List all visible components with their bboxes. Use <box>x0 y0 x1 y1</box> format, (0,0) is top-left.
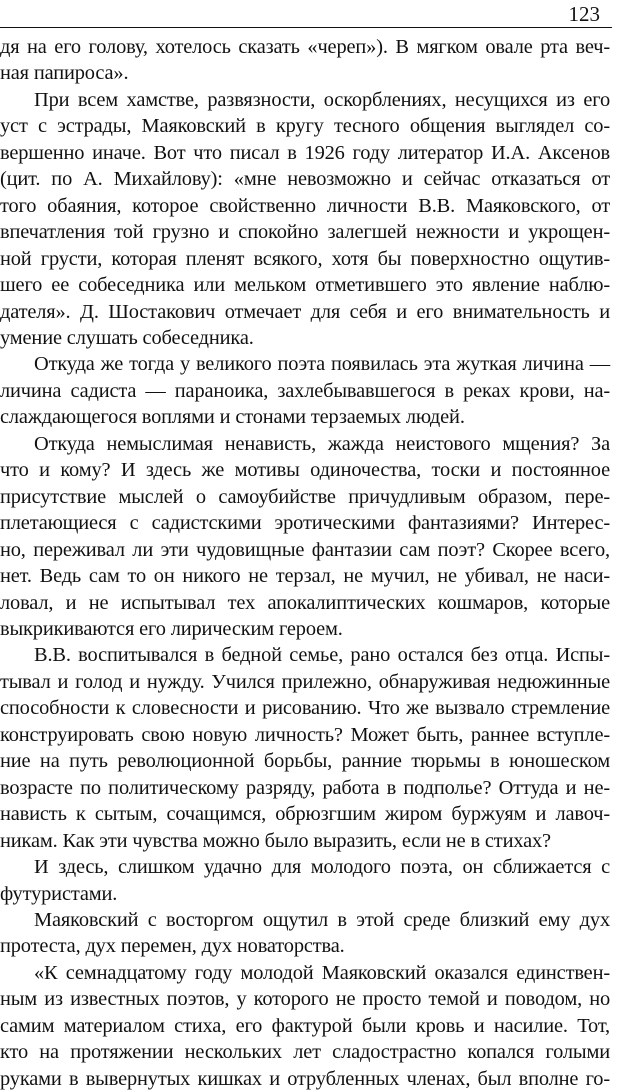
text-line: Откуда же тогда у великого поэта появилась эта жуткая личина — <box>34 353 610 376</box>
paragraph <box>0 907 610 960</box>
text-line: При всем хамстве, развязности, оскорблениях, несущихся из его <box>34 88 610 111</box>
text-line: возрасте по политическому разряду, работа в подполье? Оттуда и не- <box>0 776 610 799</box>
paragraph <box>0 34 610 87</box>
text-line: выкрикиваются его лирическим героем. <box>0 617 343 640</box>
text-line: ной грусти, которая пленят всякого, хотя бы поверхностно ощутив- <box>0 247 610 270</box>
header-rule <box>0 27 612 28</box>
text-line: слаждающегося воплями и стонами терзаемых людей. <box>0 406 465 429</box>
text-line: тывал и голод и нужду. Учился прилежно, обнаруживая недюжинные <box>0 670 610 693</box>
text-line: присутствие мыслей о самоубийстве причудливым образом, пере- <box>0 485 610 508</box>
text-line: ловал, и не испытывал тех апокалиптических кошмаров, которые <box>0 591 610 614</box>
text-line: нет. Ведь сам то он никого не терзал, не мучил, не убивал, не наси- <box>0 565 610 588</box>
text-line: самим материалом стиха, его фактурой были кровь и насилие. Тот, <box>0 1014 610 1037</box>
text-line: шего ее собеседника или мельком отметившего это явление наблю- <box>0 274 610 297</box>
text-line: вершенно иначе. Вот что писал в 1926 году литератор И.А. Аксенов <box>0 141 610 164</box>
text-line: «К семнадцатому году молодой Маяковский оказался единствен- <box>34 961 610 984</box>
text-line: руками в вывернутых кишках и отрубленных членах, был вполне го- <box>0 1067 610 1090</box>
page-number: 123 <box>568 2 600 26</box>
paragraph <box>0 960 610 1092</box>
text-line: уст с эстрады, Маяковский в кругу тесного общения выглядел со- <box>0 115 610 138</box>
text-line: дя на его голову, хотелось сказать «череп»). В мягком овале рта веч- <box>0 36 610 58</box>
text-line: ная папироса». <box>0 62 129 85</box>
paragraph <box>0 87 610 352</box>
text-line: впечатления той грузно и спокойно залегшей нежности и укрощен- <box>0 221 610 244</box>
text-line: кто на протяжении нескольких лет сладострастно копался голыми <box>0 1041 610 1064</box>
text-line: (цит. по А. Михайлову): «мне невозможно и сейчас отказаться от <box>0 168 610 191</box>
text-line: футуристами. <box>0 882 118 905</box>
text-line: конструировать свою новую личность? Может быть, раннее вступле- <box>0 723 610 746</box>
text-line: способности к словесности и рисованию. Что же вызвало стремление <box>0 697 610 720</box>
text-line: Откуда немыслимая ненависть, жажда неистового мщения? За <box>34 432 610 455</box>
text-line: умение слушать собеседника. <box>0 326 254 349</box>
text-line: что и кому? И здесь же мотивы одиночества, тоски и постоянное <box>0 459 610 482</box>
paragraph <box>0 351 610 430</box>
text-line: В.В. воспитывался в бедной семье, рано остался без отца. Испы- <box>34 644 610 667</box>
text-line: нависть к сытым, сочащимся, обрюзгшим жиром буржуям и лавоч- <box>0 803 610 826</box>
text-line: Маяковский с восторгом ощутил в этой среде близкий ему дух <box>34 908 610 931</box>
text-line: никам. Как эти чувства можно было выразить, если не в стихах? <box>0 829 551 852</box>
text-line: того обаяния, которое свойственно личности В.В. Маяковского, от <box>0 194 610 217</box>
text-line: ным из известных поэтов, у которого не просто темой и поводом, но <box>0 988 610 1011</box>
paragraph <box>0 431 610 643</box>
text-line: ние на путь революционной борьбы, ранние тюрьмы в юношеском <box>0 750 610 773</box>
text-line: И здесь, слишком удачно для молодого поэта, он сближается с <box>34 856 610 879</box>
text-body <box>0 34 610 1092</box>
text-line: личина садиста — параноика, захлебывавшегося в реках крови, на- <box>0 379 610 402</box>
text-line: дателя». Д. Шостакович отмечает для себя и его внимательность и <box>0 300 610 323</box>
text-line: но, переживал ли эти чудовищные фантазии сам поэт? Скорее всего, <box>0 538 610 561</box>
paragraph <box>0 642 610 854</box>
text-line: плетающиеся с садистскими эротическими фантазиями? Интерес- <box>0 512 610 535</box>
paragraph <box>0 854 610 907</box>
text-line: протеста, дух перемен, дух новаторства. <box>0 935 345 958</box>
